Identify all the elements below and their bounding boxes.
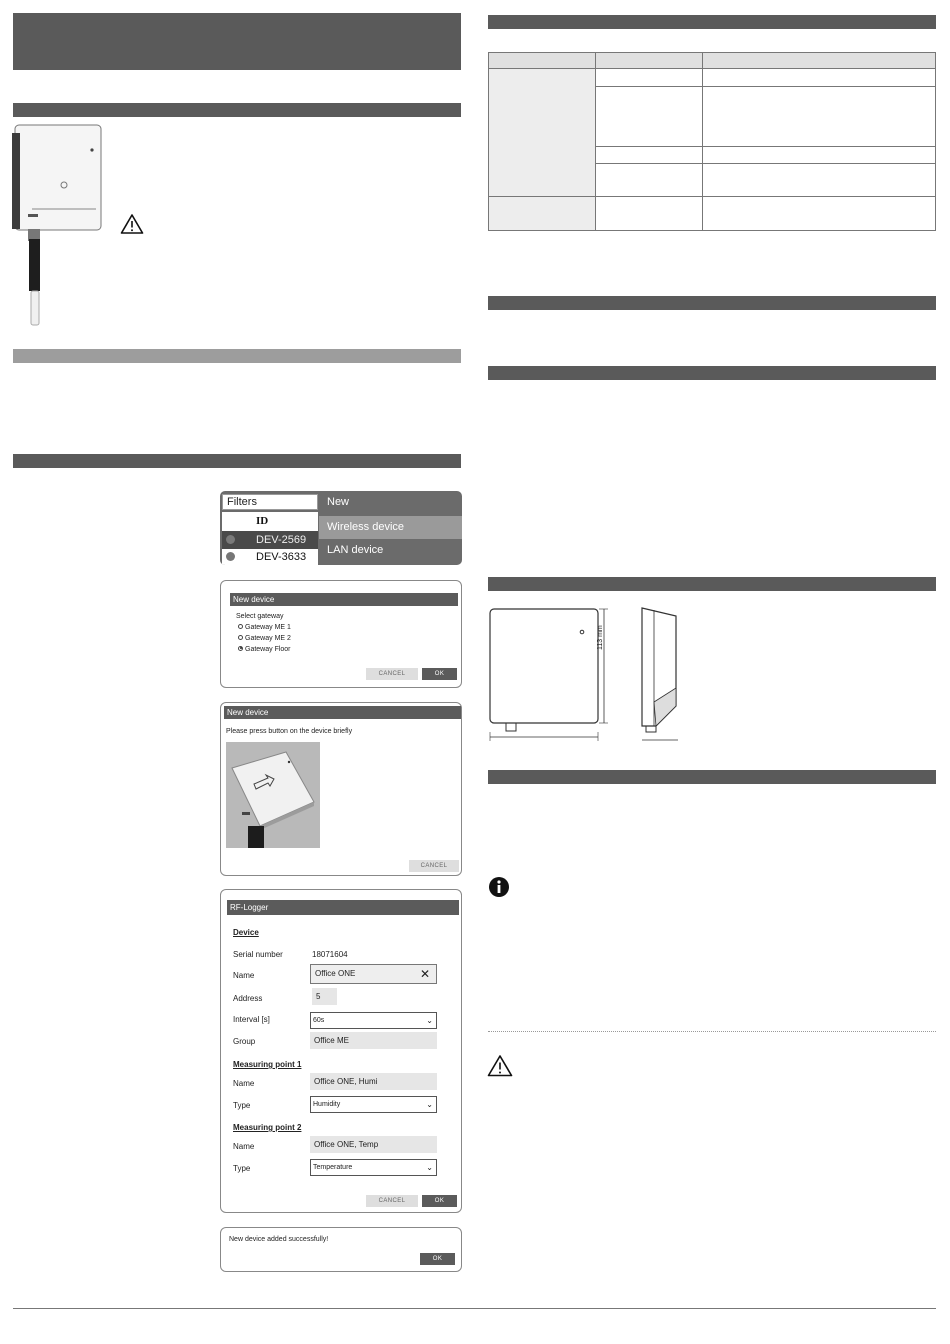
ok-button[interactable]: OK [420, 1253, 455, 1265]
section-bar-device [13, 103, 461, 117]
gateway-option-3[interactable]: Gateway Floor [238, 646, 291, 653]
address-label: Address [233, 994, 263, 1003]
status-dot-icon [226, 552, 235, 561]
warning-icon [120, 213, 144, 234]
section-bar-setup [13, 454, 461, 468]
device-menu-screenshot [220, 491, 462, 565]
ok-button[interactable]: OK [422, 668, 457, 680]
section-bar-dimensions [488, 577, 936, 591]
status-table [488, 52, 936, 231]
height-dimension-label: 113 mm [597, 625, 604, 650]
radio-icon[interactable] [238, 624, 243, 629]
product-photo [12, 123, 104, 329]
mp2-name-label: Name [233, 1142, 255, 1151]
name-input[interactable]: Office ONE ✕ [310, 964, 437, 984]
gateway-prompt: Select gateway [236, 613, 284, 620]
device-id: DEV-2569 [256, 534, 307, 546]
table-header-row [489, 53, 936, 69]
mp1-type-select[interactable]: Humidity ⌄ [310, 1096, 437, 1113]
cancel-button[interactable]: CANCEL [366, 1195, 418, 1207]
section-bar [488, 366, 936, 380]
warning-icon [487, 1054, 513, 1077]
interval-select[interactable]: 60s ⌄ [310, 1012, 437, 1029]
mp1-type-label: Type [233, 1101, 251, 1110]
section-bar-indicators [488, 15, 936, 29]
mp1-name-label: Name [233, 1079, 255, 1088]
mp1-name-field[interactable]: Office ONE, Humi [310, 1073, 437, 1090]
mp2-type-label: Type [233, 1164, 251, 1173]
cancel-button[interactable]: CANCEL [366, 668, 418, 680]
status-dot-icon [226, 535, 235, 544]
device-row[interactable] [222, 531, 318, 549]
dialog-success [220, 1227, 462, 1272]
dimension-drawing [486, 602, 686, 744]
dialog-title: New device [224, 706, 461, 719]
chevron-down-icon: ⌄ [426, 1100, 433, 1109]
chevron-down-icon: ⌄ [426, 1016, 433, 1025]
dialog-select-gateway [220, 580, 462, 688]
dialog-title: RF-Logger [227, 900, 459, 915]
footer-rule [13, 1308, 936, 1309]
gateway-option-1[interactable]: Gateway ME 1 [238, 624, 291, 631]
press-instruction: Please press button on the device briefly [226, 728, 353, 735]
radio-icon[interactable] [238, 635, 243, 640]
section-bar-light [13, 349, 461, 363]
section-measuring-point-2: Measuring point 2 [233, 1123, 302, 1132]
table-row [489, 197, 936, 231]
chevron-down-icon: ⌄ [426, 1163, 433, 1172]
menu-item-new[interactable]: New [327, 496, 350, 508]
serial-value: 18071604 [312, 950, 348, 959]
radio-selected-icon[interactable] [238, 646, 243, 651]
clear-icon[interactable]: ✕ [419, 967, 430, 981]
mp2-name-field[interactable]: Office ONE, Temp [310, 1136, 437, 1153]
filters-label[interactable]: Filters [227, 496, 257, 508]
document-title-block [13, 13, 461, 70]
address-field[interactable]: 5 [312, 988, 337, 1005]
success-message: New device added successfully! [229, 1236, 329, 1243]
info-icon [488, 876, 510, 898]
section-bar [488, 296, 936, 310]
device-photo [226, 742, 320, 848]
interval-label: Interval [s] [233, 1015, 270, 1024]
gateway-option-2[interactable]: Gateway ME 2 [238, 635, 291, 642]
name-label: Name [233, 971, 255, 980]
ok-button[interactable]: OK [422, 1195, 457, 1207]
device-id: DEV-3633 [256, 551, 307, 563]
section-device: Device [233, 928, 259, 937]
cancel-button[interactable]: CANCEL [409, 860, 459, 872]
table-row [489, 69, 936, 87]
section-measuring-point-1: Measuring point 1 [233, 1060, 302, 1069]
menu-item-wireless-device[interactable]: Wireless device [319, 516, 462, 539]
id-column-header: ID [256, 515, 269, 527]
dialog-rf-logger [220, 889, 462, 1213]
group-label: Group [233, 1037, 256, 1046]
section-bar [488, 770, 936, 784]
group-field[interactable]: Office ME [310, 1032, 437, 1049]
dialog-press-button [220, 702, 462, 876]
menu-item-lan-device[interactable]: LAN device [327, 544, 384, 556]
dialog-title: New device [230, 593, 458, 606]
device-row[interactable] [222, 549, 318, 565]
dotted-divider [488, 1031, 936, 1032]
mp2-type-select[interactable]: Temperature ⌄ [310, 1159, 437, 1176]
serial-label: Serial number [233, 950, 283, 959]
